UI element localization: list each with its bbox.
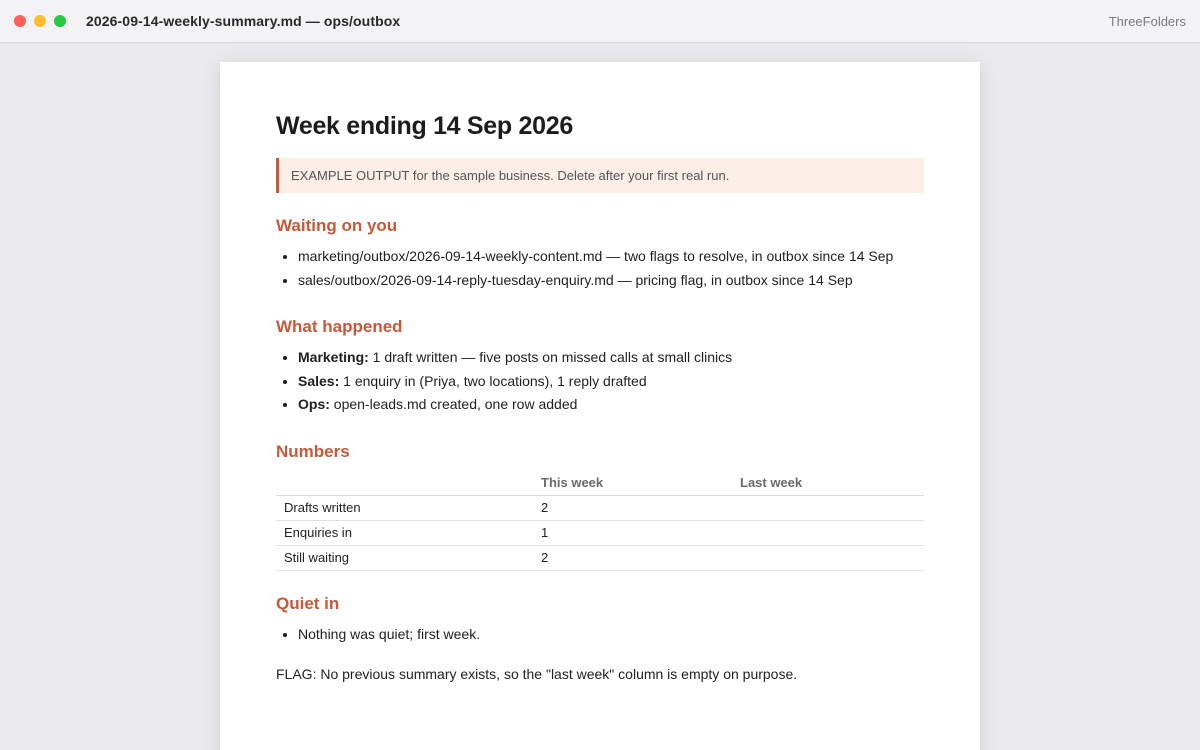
- table-cell: 1: [533, 520, 732, 545]
- minimize-window-button[interactable]: [34, 15, 46, 27]
- item-label: Ops:: [298, 396, 330, 412]
- section-heading-numbers: Numbers: [276, 441, 350, 461]
- waiting-list: [276, 245, 924, 292]
- item-text: open-leads.md created, one row added: [329, 396, 578, 412]
- list-item: [298, 393, 924, 417]
- section-heading-happened: What happened: [276, 317, 403, 336]
- table-cell: Still waiting: [276, 545, 533, 570]
- window-title: 2026-09-14-weekly-summary.md — ops/outbox: [86, 13, 401, 29]
- flag-note: FLAG: No previous summary exists, so the "last week" column is empty on purpose.: [276, 666, 798, 682]
- table-cell: [732, 520, 924, 545]
- table-cell: 2: [533, 495, 732, 520]
- item-text: 1 draft written — five posts on missed calls at small clinics: [368, 349, 733, 365]
- item-text: 1 enquiry in (Priya, two locations), 1 reply drafted: [339, 372, 647, 389]
- table-row: [276, 520, 924, 545]
- table-row: [276, 495, 924, 520]
- document-page: [220, 62, 980, 750]
- column-header-this-week: This week: [533, 471, 732, 496]
- title-bar: [0, 0, 1200, 43]
- table-cell: [732, 545, 924, 570]
- column-header: [276, 471, 533, 496]
- close-window-button[interactable]: [14, 15, 26, 27]
- table-row: [276, 545, 924, 570]
- list-item: • Nothing was quiet; first week.: [298, 623, 924, 647]
- example-callout: EXAMPLE OUTPUT for the sample business. Delete after your first real run.: [276, 158, 924, 193]
- table-cell: Enquiries in: [276, 520, 533, 545]
- quiet-list: [276, 623, 924, 647]
- section-heading-waiting: Waiting on you: [276, 216, 398, 235]
- document-canvas[interactable]: [0, 43, 1200, 750]
- list-item: • sales/outbox/2026-09-14-reply-tuesday-enquiry.md — pricing flag, in outbox since 14 Sep: [298, 269, 924, 293]
- happened-list: [276, 346, 924, 417]
- numbers-table: [276, 471, 924, 571]
- list-item: [298, 346, 924, 370]
- item-label: Sales:: [298, 372, 340, 389]
- maximize-window-button[interactable]: [54, 15, 66, 27]
- app-name: ThreeFolders: [1108, 14, 1186, 29]
- table-cell: Drafts written: [276, 495, 533, 520]
- table-cell: [732, 495, 924, 520]
- section-heading-quiet: Quiet in: [276, 593, 340, 613]
- item-label: Marketing:: [298, 349, 369, 365]
- document-title: Week ending 14 Sep 2026: [276, 112, 573, 140]
- list-item: • marketing/outbox/2026-09-14-weekly-content.md — two flags to resolve, in outbox since 14 Sep: [298, 245, 924, 269]
- table-header-row: [276, 471, 924, 496]
- column-header-last-week: Last week: [732, 471, 924, 496]
- table-cell: 2: [533, 545, 732, 570]
- list-item: [298, 370, 924, 394]
